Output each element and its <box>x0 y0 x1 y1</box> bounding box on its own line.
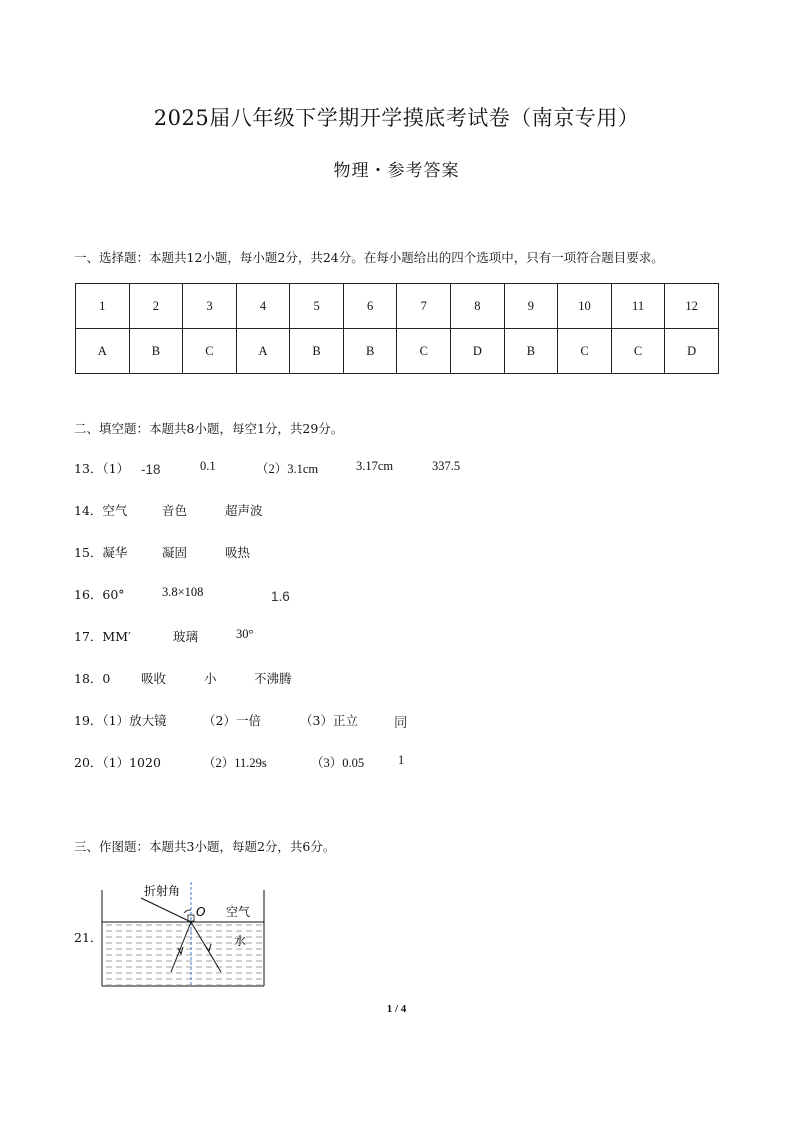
table-cell: B <box>290 329 344 374</box>
table-cell: 5 <box>290 284 344 329</box>
section2-heading: 二、填空题：本题共8小题，每空1分，共29分。 <box>74 421 344 436</box>
table-cell: B <box>129 329 183 374</box>
answer-label: 19．（1）放大镜 <box>74 713 167 728</box>
answer-item: 音色 <box>162 503 188 518</box>
answer-item: （2）3.1cm <box>256 462 319 476</box>
answer-item: 3.8×108 <box>162 585 204 599</box>
page-number: 1 / 4 <box>386 1003 407 1015</box>
answer-label: 13．（1） <box>74 461 130 476</box>
answer-label: 18．0 <box>74 671 111 686</box>
table-cell: C <box>558 329 612 374</box>
answer-item: 超声波 <box>225 503 263 518</box>
page-title: 2025届八年级下学期开学摸底考试卷（南京专用） <box>153 106 640 130</box>
answer-item: 吸收 <box>141 671 167 686</box>
air-label: 空气 <box>226 905 251 919</box>
answer-item: （3）0.05 <box>311 756 365 770</box>
table-cell: 11 <box>611 284 665 329</box>
table-cell: 4 <box>236 284 290 329</box>
answer-label: 16．60° <box>74 587 125 602</box>
table-cell: 12 <box>665 284 719 329</box>
table-cell: C <box>183 329 237 374</box>
answer-item: 小 <box>204 671 217 686</box>
table-cell: A <box>76 329 130 374</box>
section1-heading: 一、选择题：本题共12小题，每小题2分，共24分。在每小题给出的四个选项中，只有一项符合题目要求。 <box>74 250 664 265</box>
answer-item: （3）正立 <box>300 713 358 728</box>
table-cell: 9 <box>504 284 558 329</box>
answer-label: 14．空气 <box>74 503 128 518</box>
answer-item: （2）一倍 <box>203 713 261 728</box>
answer-item: （2）11.29s <box>203 756 267 770</box>
table-cell: C <box>611 329 665 374</box>
refraction-angle-label: 折射角 <box>144 884 181 898</box>
table-cell: B <box>504 329 558 374</box>
table-cell: 2 <box>129 284 183 329</box>
water-region <box>103 922 263 985</box>
refracted-ray-line <box>141 898 191 922</box>
answer-table <box>75 283 719 374</box>
refraction-diagram <box>96 880 271 992</box>
answer-item: 3.17cm <box>356 459 394 473</box>
table-cell: C <box>397 329 451 374</box>
answer-item: 玻璃 <box>173 629 199 644</box>
table-row-answers <box>76 329 719 374</box>
answer-item: 同 <box>394 715 408 730</box>
angle-arc <box>184 910 191 913</box>
answer-label: 17．MM′ <box>74 629 131 644</box>
answer-item: 不沸腾 <box>254 671 292 686</box>
answer-item: 1 <box>398 753 405 767</box>
answer-item: 0.1 <box>200 459 216 473</box>
answer-label: 15．凝华 <box>74 545 128 560</box>
table-cell: D <box>665 329 719 374</box>
table-cell: 10 <box>558 284 612 329</box>
question-21-label: 21． <box>74 930 103 945</box>
water-label: 水 <box>234 934 247 948</box>
table-cell: B <box>343 329 397 374</box>
answer-label: 20．（1）1020 <box>74 755 161 770</box>
table-cell: 7 <box>397 284 451 329</box>
page-subtitle: 物理・参考答案 <box>333 161 460 181</box>
answer-item: 337.5 <box>432 459 461 473</box>
table-cell: 1 <box>76 284 130 329</box>
answer-item: -18 <box>141 462 161 477</box>
answer-item: 凝固 <box>162 545 188 560</box>
table-cell: 3 <box>183 284 237 329</box>
table-cell: A <box>236 329 290 374</box>
answer-item: 30° <box>236 627 254 641</box>
table-row-numbers <box>76 284 719 329</box>
answer-item: 吸热 <box>225 545 251 560</box>
table-cell: 6 <box>343 284 397 329</box>
section3-heading: 三、作图题：本题共3小题，每题2分，共6分。 <box>74 839 336 854</box>
table-cell: D <box>451 329 505 374</box>
table-cell: 8 <box>451 284 505 329</box>
answer-item: 1.6 <box>271 589 290 604</box>
point-o-label: O <box>196 905 206 919</box>
